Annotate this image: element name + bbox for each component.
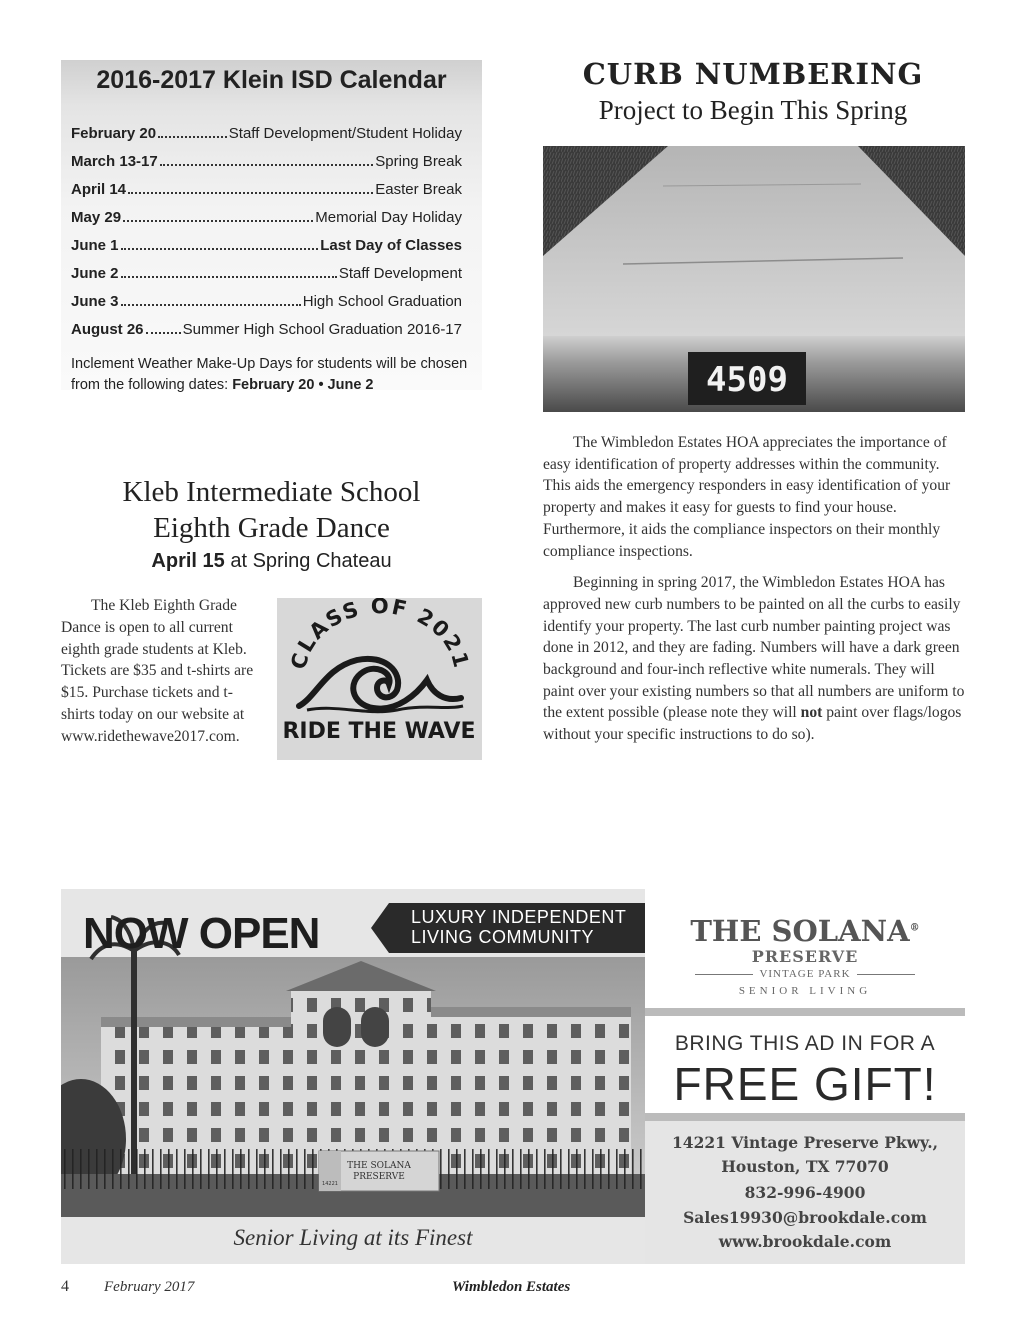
calendar-row bbox=[71, 290, 462, 310]
calendar-note-dates: February 20 • June 2 bbox=[232, 377, 374, 393]
calendar-row bbox=[71, 318, 462, 338]
calendar-row bbox=[71, 234, 462, 254]
offer-line-2: FREE GIFT! bbox=[673, 1058, 937, 1110]
building-sign-line-1: THE SOLANA bbox=[347, 1161, 411, 1171]
kleb-title-line-2: Eighth Grade Dance bbox=[153, 512, 390, 544]
calendar-event: Memorial Day Holiday bbox=[315, 209, 462, 226]
calendar-date: March 13-17 bbox=[71, 153, 158, 170]
ad-photo-panel bbox=[61, 889, 645, 1264]
kleb-paragraph: The Kleb Eighth Grade Dance is open to all current eighth grade students at Kleb. Tickets are $35 and t-shirts are $15. Purchase tickets and t-shirts today on our website at www.ridethewave2017.com. bbox=[61, 597, 254, 745]
kleb-article bbox=[61, 595, 266, 748]
dot-leader bbox=[121, 276, 337, 278]
brand-name bbox=[645, 914, 965, 948]
divider bbox=[645, 1113, 965, 1121]
calendar-event: Easter Break bbox=[375, 181, 462, 198]
publication-name: Wimbledon Estates bbox=[452, 1279, 571, 1295]
calendar-box bbox=[61, 60, 482, 393]
curb-paragraph-2 bbox=[543, 572, 967, 746]
now-open-headline: NOW OPEN bbox=[83, 909, 320, 958]
calendar-date: June 2 bbox=[71, 265, 119, 282]
dot-leader bbox=[121, 248, 319, 250]
calendar-row bbox=[71, 262, 462, 282]
dot-leader bbox=[121, 304, 301, 306]
brand-preserve: PRESERVE bbox=[751, 947, 859, 966]
ad-info-panel bbox=[645, 889, 965, 1264]
divider bbox=[645, 1008, 965, 1016]
solana-ad bbox=[61, 889, 965, 1264]
website: www.brookdale.com bbox=[718, 1232, 892, 1251]
kleb-date-bold: April 15 bbox=[151, 550, 225, 572]
brand-type: SENIOR LIVING bbox=[738, 985, 872, 997]
brand-name-text: THE SOLANA bbox=[690, 914, 910, 948]
calendar-note-text: Inclement Weather Make-Up Days for students will be chosen from the following dates: bbox=[71, 356, 468, 393]
curb-number: 4509 bbox=[706, 360, 788, 400]
dot-leader bbox=[158, 136, 227, 138]
contact-block bbox=[645, 1121, 965, 1264]
address-line-1: 14221 Vintage Preserve Pkwy., bbox=[672, 1133, 938, 1152]
dot-leader bbox=[146, 332, 181, 334]
calendar-date: May 29 bbox=[71, 209, 122, 226]
calendar-event: High School Graduation bbox=[302, 293, 462, 310]
calendar-title: 2016-2017 Klein ISD Calendar bbox=[96, 66, 447, 94]
issue-date: February 2017 bbox=[104, 1279, 195, 1295]
brand-registered-mark: ® bbox=[909, 922, 920, 934]
kleb-date-place: at Spring Chateau bbox=[230, 550, 392, 572]
curb-subtitle: Project to Begin This Spring bbox=[598, 95, 908, 125]
calendar-row bbox=[71, 150, 462, 170]
calendar-note bbox=[71, 354, 471, 396]
calendar-event: Spring Break bbox=[375, 153, 462, 170]
class-of-2021-logo bbox=[277, 598, 482, 760]
ribbon-line-1: LUXURY INDEPENDENT bbox=[411, 907, 627, 927]
calendar-event: Summer High School Graduation 2016-17 bbox=[182, 321, 462, 338]
logo-bottom-text: RIDE THE WAVE bbox=[282, 719, 476, 744]
kleb-date bbox=[61, 550, 482, 573]
dot-leader bbox=[123, 220, 313, 222]
email: Sales19930@brookdale.com bbox=[683, 1208, 927, 1227]
ribbon-line-2: LIVING COMMUNITY bbox=[411, 927, 595, 947]
calendar-row bbox=[71, 122, 462, 142]
ad-tagline: Senior Living at its Finest bbox=[233, 1225, 473, 1250]
curb-article bbox=[543, 432, 967, 756]
curb-photo bbox=[543, 146, 965, 412]
ribbon-text bbox=[411, 907, 626, 947]
brand-location-text: VINTAGE PARK bbox=[759, 968, 851, 980]
calendar-event: Last Day of Classes bbox=[320, 237, 462, 254]
page-number: 4 bbox=[61, 1278, 69, 1295]
curb-title: CURB NUMBERING bbox=[582, 57, 924, 91]
kleb-title-line-1: Kleb Intermediate School bbox=[122, 476, 421, 508]
calendar-date: August 26 bbox=[71, 321, 144, 338]
curb-paragraph-1: The Wimbledon Estates HOA appreciates the importance of easy identification of property addresses within the community. This aids the emergency responders in easy identification of your property and makes it easy for guests to find your house. Furthermore, it aids the compliance inspectors on their monthly compliance inspections. bbox=[543, 434, 951, 560]
curb-paragraph-2-text: Beginning in spring 2017, the Wimbledon Estates HOA has approved new curb numbers to be painted on all the curbs to easily identify your property. The last curb number painting project was done in 2012, and they are fading. Numbers will have a dark green background and four-inch reflective white numerals. They will paint over your existing numbers so that all numbers are uniform to the extent possible (please note they will bbox=[543, 574, 965, 722]
building-sign-line-2: PRESERVE bbox=[353, 1172, 405, 1182]
calendar-row bbox=[71, 206, 462, 226]
building-number: 14221 bbox=[322, 1181, 338, 1187]
calendar-event: Staff Development/Student Holiday bbox=[228, 125, 462, 142]
calendar-date: June 1 bbox=[71, 237, 119, 254]
offer-line-1: BRING THIS AD IN FOR A bbox=[674, 1032, 936, 1055]
calendar-date: February 20 bbox=[71, 125, 157, 142]
calendar-date: June 3 bbox=[71, 293, 119, 310]
phone: 832-996-4900 bbox=[744, 1183, 866, 1202]
kleb-title bbox=[61, 474, 482, 546]
curb-emphasis: not bbox=[800, 704, 823, 722]
curb-paragraph-2-end: paint over flags/logos without your specific instructions to do so). bbox=[543, 704, 962, 744]
address-line-2: Houston, TX 77070 bbox=[721, 1157, 889, 1176]
logo-top-text: CLASS OF 2021 bbox=[286, 598, 474, 672]
calendar-row bbox=[71, 178, 462, 198]
calendar-event: Staff Development bbox=[338, 265, 462, 282]
calendar-date: April 14 bbox=[71, 181, 127, 198]
dot-leader bbox=[160, 164, 374, 166]
dot-leader bbox=[128, 192, 373, 194]
brand-location bbox=[695, 968, 915, 980]
